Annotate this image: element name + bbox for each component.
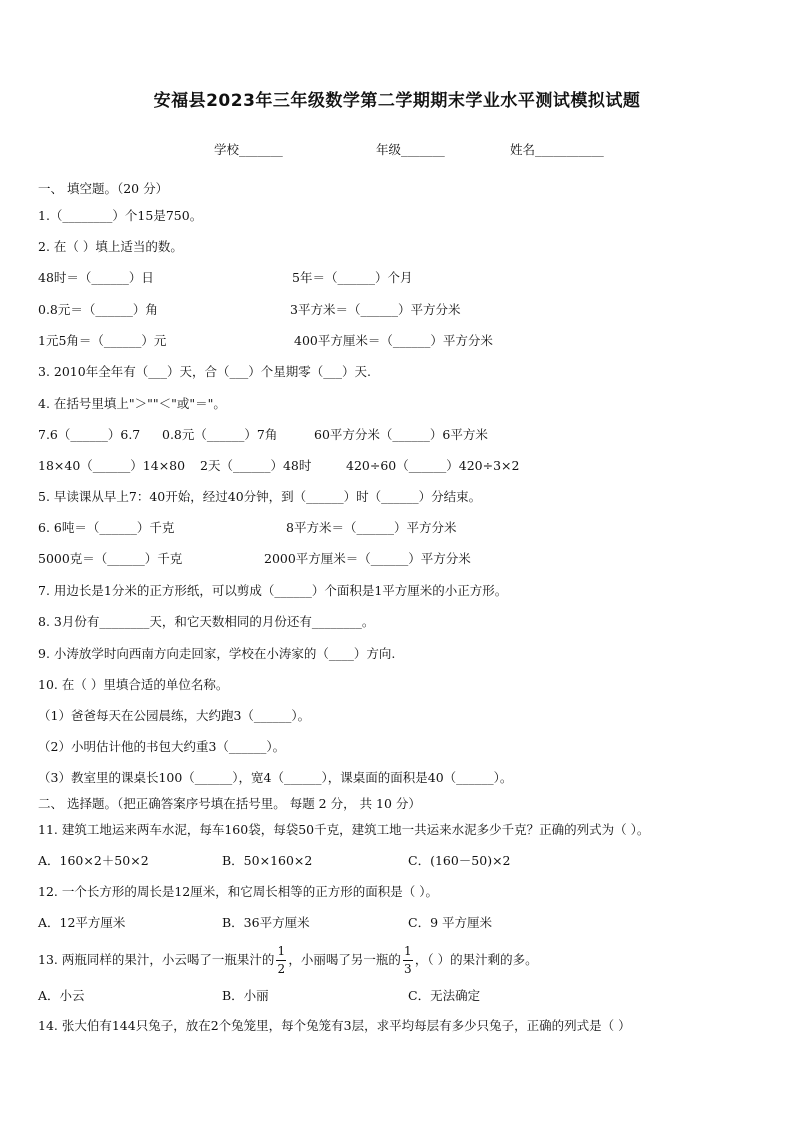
question-6: 6. 6吨＝（______）千克	[38, 520, 175, 535]
q12-option-b: B．36平方厘米	[222, 915, 310, 930]
q13-option-c: C．无法确定	[408, 988, 481, 1003]
q6-item: 5000克＝（______）千克	[38, 551, 183, 566]
q12-option-a: A．12平方厘米	[38, 915, 126, 930]
question-1: 1.（________）个15是750。	[38, 208, 203, 223]
question-3: 3. 2010年全年有（___）天，合（___）个星期零（___）天.	[38, 364, 371, 379]
question-4: 4. 在括号里填上"＞""＜"或"＝"。	[38, 396, 226, 411]
question-8: 8. 3月份有________天，和它天数相同的月份还有________。	[38, 614, 375, 629]
fraction-third: $\frac{1}{3}$	[404, 943, 412, 976]
q10-item: （3）教室里的课桌长100（______），宽4（______），课桌面的面积是40（______）。	[38, 770, 513, 785]
q12-option-c: C．9 平方厘米	[408, 915, 492, 930]
question-13	[38, 942, 538, 978]
q11-option-a: A．160×2＋50×2	[38, 853, 149, 868]
q4-item: 2天（______）48时	[200, 458, 312, 473]
q2-item: 0.8元＝（______）角	[38, 302, 158, 317]
q2-item: 1元5角＝（______）元	[38, 333, 167, 348]
question-5: 5. 早读课从早上7：40开始，经过40分钟，到（______）时（______）分结束。	[38, 489, 482, 504]
q13-text-part2: ，小丽喝了另一瓶的	[288, 952, 401, 967]
grade-field: 年级_______	[376, 142, 445, 157]
question-12: 12. 一个长方形的周长是12厘米，和它周长相等的正方形的面积是（ ）。	[38, 884, 438, 899]
question-14: 14. 张大伯有144只兔子，放在2个兔笼里，每个兔笼有3层，求平均每层有多少只兔子，正确的列式是（ ）	[38, 1018, 631, 1033]
question-10: 10. 在（ ）里填合适的单位名称。	[38, 677, 229, 692]
q11-option-b: B．50×160×2	[222, 853, 313, 868]
q10-item: （1）爸爸每天在公园晨练，大约跑3（______）。	[38, 708, 311, 723]
q13-text-part3: ，（ ）的果汁剩的多。	[414, 952, 538, 967]
question-9: 9. 小涛放学时向西南方向走回家，学校在小涛家的（____）方向.	[38, 646, 396, 661]
question-7: 7. 用边长是1分米的正方形纸，可以剪成（______）个面积是1平方厘米的小正方形。	[38, 583, 508, 598]
fraction-half: $\frac{1}{2}$	[277, 943, 286, 976]
q10-item: （2）小明估计他的书包大约重3（______）。	[38, 739, 286, 754]
section-heading-choice: 二、 选择题。（把正确答案序号填在括号里。 每题 2 分， 共 10 分）	[38, 796, 421, 811]
q13-option-a: A．小云	[38, 988, 85, 1003]
question-11: 11. 建筑工地运来两车水泥，每车160袋，每袋50千克，建筑工地一共运来水泥多少千克？正确的列式为（ ）。	[38, 822, 650, 837]
q11-option-c: C．(160－50)×2	[408, 853, 511, 868]
q13-option-b: B．小丽	[222, 988, 269, 1003]
q4-item: 7.6（______）6.7	[38, 427, 141, 442]
q2-item: 5年＝（______）个月	[292, 270, 413, 285]
q13-text-part1: 13. 两瓶同样的果汁，小云喝了一瓶果汁的	[38, 952, 275, 967]
q2-item: 400平方厘米＝（______）平方分米	[294, 333, 493, 348]
q6-item: 8平方米＝（______）平方分米	[286, 520, 457, 535]
q4-item: 60平方分米（______）6平方米	[314, 427, 488, 442]
page-title: 安福县2023年三年级数学第二学期期末学业水平测试模拟试题	[153, 91, 641, 111]
q2-item: 3平方米＝（______）平方分米	[290, 302, 461, 317]
section-heading-fill-blank: 一、 填空题。（20 分）	[38, 181, 169, 196]
question-2: 2. 在（ ）填上适当的数。	[38, 239, 183, 254]
q6-item: 2000平方厘米＝（______）平方分米	[264, 551, 471, 566]
name-field: 姓名___________	[510, 142, 604, 157]
q2-item: 48时＝（______）日	[38, 270, 154, 285]
q4-item: 18×40（______）14×80	[38, 458, 186, 473]
school-field: 学校_______	[214, 142, 283, 157]
q4-item: 0.8元（______）7角	[162, 427, 278, 442]
q4-item: 420÷60（______）420÷3×2	[346, 458, 520, 473]
